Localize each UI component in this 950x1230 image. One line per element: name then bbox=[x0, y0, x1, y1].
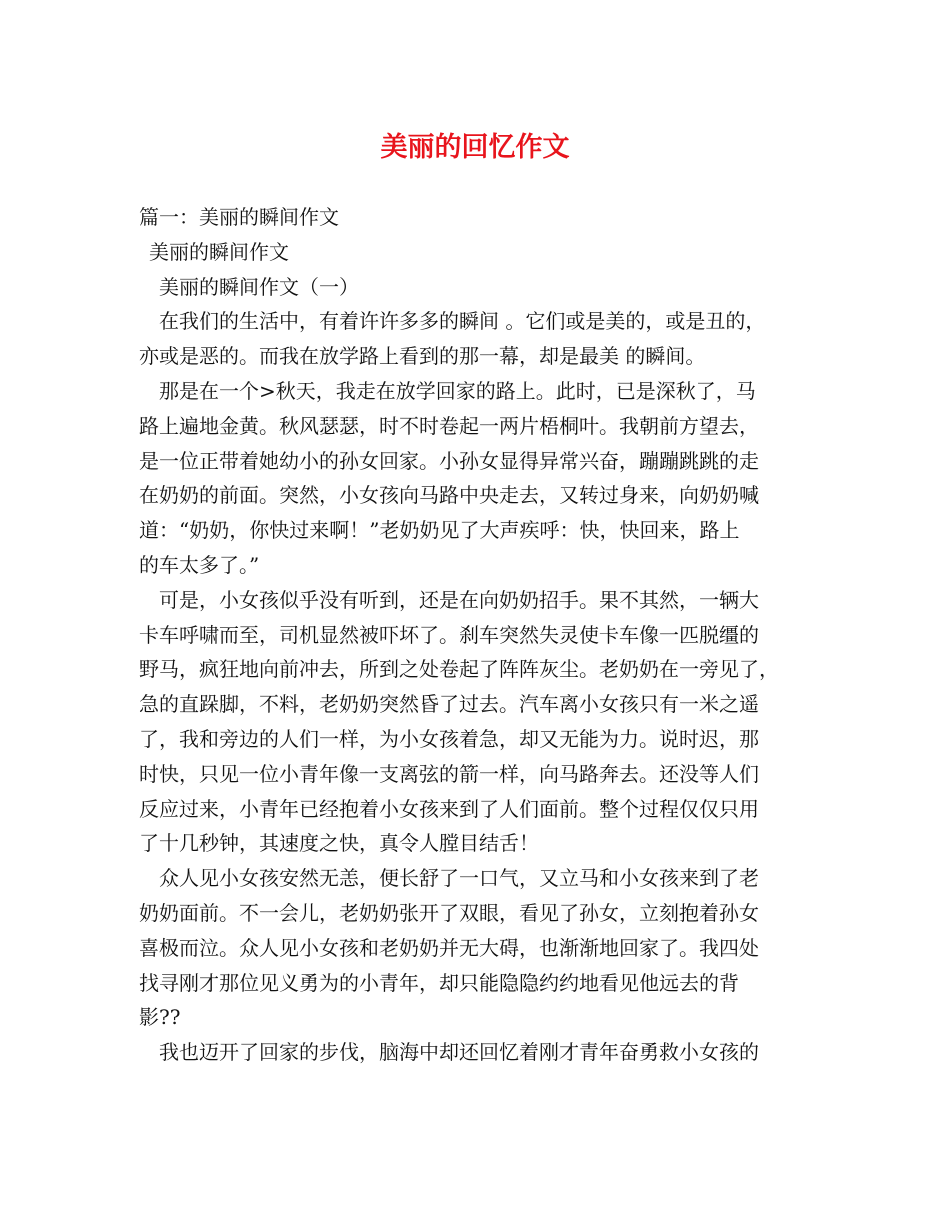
paragraph-line: 奶奶面前。不一会儿，老奶奶张开了双眼，看见了孙女，立刻抱着孙女 bbox=[139, 900, 759, 925]
article-subtitle: 美丽的瞬间作文（一） bbox=[159, 274, 359, 299]
paragraph-line: 我也迈开了回家的步伐，脑海中却还回忆着刚才青年奋勇救小女孩的 bbox=[159, 1040, 759, 1065]
paragraph-line: 在奶奶的前面。突然，小女孩向马路中央走去，又转过身来，向奶奶喊 bbox=[139, 483, 759, 508]
paragraph-line: 可是，小女孩似乎没有听到，还是在向奶奶招手。果不其然，一辆大 bbox=[159, 587, 759, 612]
article-title: 美丽的瞬间作文 bbox=[149, 239, 289, 264]
paragraph-line: 卡车呼啸而至，司机显然被吓坏了。刹车突然失灵使卡车像一匹脱缰的 bbox=[139, 622, 759, 647]
paragraph-line: 道：“奶奶，你快过来啊！”老奶奶见了大声疾呼：快，快回来，路上 bbox=[139, 518, 740, 543]
paragraph-line: 了十几秒钟，其速度之快，真令人膛目结舌！ bbox=[139, 831, 539, 856]
paragraph-line: 路上遍地金黄。秋风瑟瑟，时不时卷起一两片梧桐叶。我朝前方望去， bbox=[139, 413, 759, 438]
paragraph-line: 的车太多了。” bbox=[139, 552, 260, 577]
paragraph-line: 在我们的生活中，有着许许多多的瞬间 。它们或是美的，或是丑的， bbox=[159, 309, 766, 334]
paragraph-line: 喜极而泣。众人见小女孩和老奶奶并无大碍，也渐渐地回家了。我四处 bbox=[139, 935, 759, 960]
paragraph-line: 亦或是恶的。而我在放学路上看到的那一幕，却是最美 的瞬间。 bbox=[139, 344, 706, 369]
section-heading: 篇一：美丽的瞬间作文 bbox=[139, 205, 339, 229]
paragraph-line: 找寻刚才那位见义勇为的小青年，却只能隐隐约约地看见他远去的背 bbox=[139, 970, 739, 995]
document-title: 美丽的回忆作文 bbox=[380, 132, 570, 163]
paragraph-line: 时快，只见一位小青年像一支离弦的箭一样，向马路奔去。还没等人们 bbox=[139, 761, 759, 786]
paragraph-line: 那是在一个>秋天，我走在放学回家的路上。此时，已是深秋了，马 bbox=[159, 378, 756, 403]
paragraph-line: 是一位正带着她幼小的孙女回家。小孙女显得异常兴奋，蹦蹦跳跳的走 bbox=[139, 448, 759, 473]
paragraph-line: 反应过来，小青年已经抱着小女孩来到了人们面前。整个过程仅仅只用 bbox=[139, 796, 759, 821]
paragraph-line: 了，我和旁边的人们一样，为小女孩着急，却又无能为力。说时迟，那 bbox=[139, 726, 759, 751]
paragraph-line: 野马，疯狂地向前冲去，所到之处卷起了阵阵灰尘。老奶奶在一旁见了， bbox=[139, 657, 779, 682]
document-body bbox=[139, 200, 819, 1070]
paragraph-line: 影?? bbox=[139, 1005, 181, 1030]
paragraph-line: 众人见小女孩安然无恙，便长舒了一口气，又立马和小女孩来到了老 bbox=[159, 866, 759, 891]
paragraph-line: 急的直跺脚，不料，老奶奶突然昏了过去。汽车离小女孩只有一米之遥 bbox=[139, 692, 759, 717]
